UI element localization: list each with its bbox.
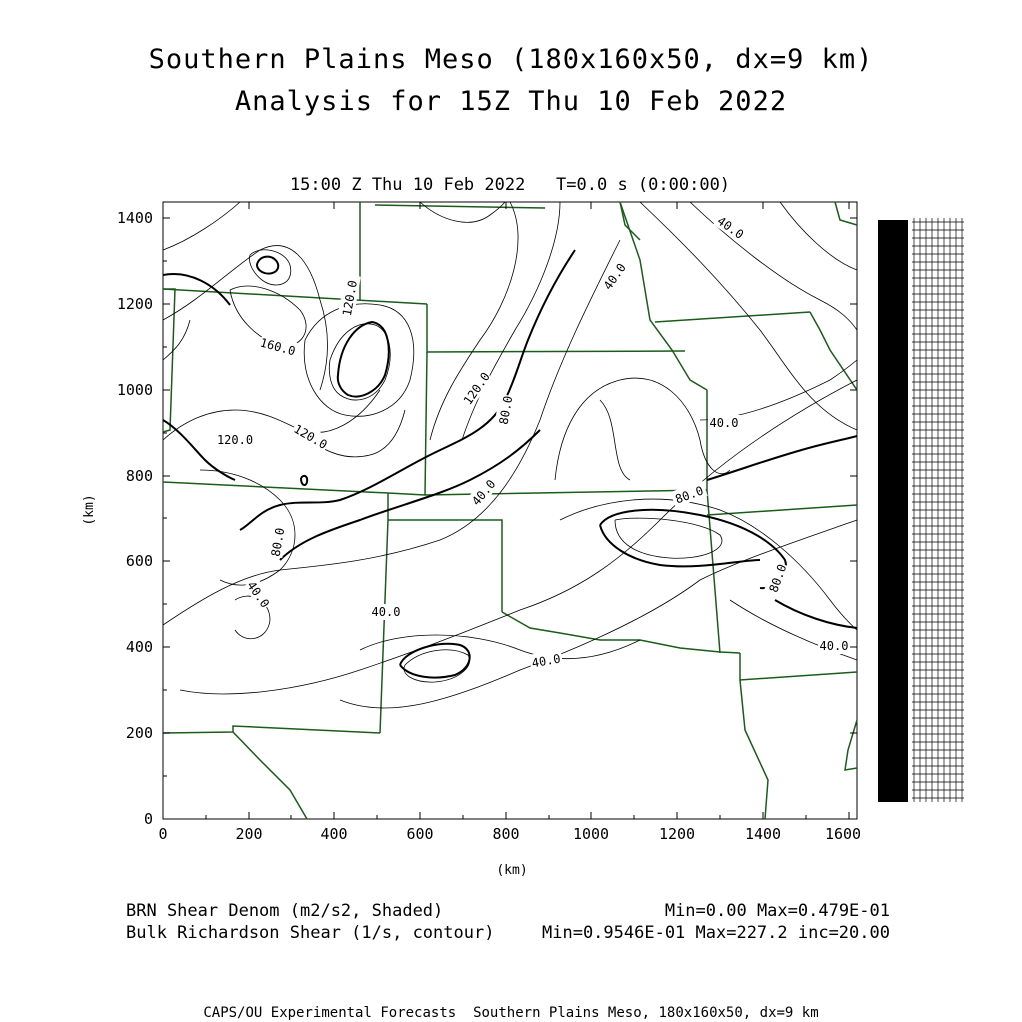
x-tick-label: 1000 (572, 825, 610, 843)
contour-line-thick (163, 420, 235, 480)
contour-line (163, 202, 240, 250)
contour-label: 80.0 (673, 483, 706, 507)
contour-label: 120.0 (339, 279, 361, 318)
valid-time-subtitle: 15:00 Z Thu 10 Feb 2022 T=0.0 s (0:00:00) (289, 175, 731, 195)
contour-line (340, 520, 857, 708)
contour-label: 80.0 (496, 394, 516, 426)
contour-label: 40.0 (530, 651, 562, 671)
boundary-mississippi (810, 312, 857, 390)
boundary-co-ut (163, 289, 175, 432)
contour-line (615, 518, 722, 558)
boundary-missouri-river (620, 202, 707, 390)
boundary-co-east (425, 352, 427, 495)
contour-line-thick (707, 436, 857, 480)
x-tick-labels (158, 825, 861, 843)
contour-line (250, 250, 291, 285)
x-tick-label: 800 (492, 825, 520, 843)
boundary-nm-south (163, 726, 380, 733)
contour-line (690, 202, 857, 330)
y-tick-label: 400 (125, 638, 153, 656)
boundary-co-south (163, 482, 707, 495)
legend-left (126, 900, 494, 944)
boundary-la-east (740, 680, 768, 819)
y-tick-label: 200 (125, 724, 153, 742)
contour-line-thick (600, 510, 786, 588)
x-axis-label: (km) (496, 863, 528, 878)
x-tick-label: 400 (320, 825, 348, 843)
contour-line (420, 202, 505, 222)
x-tick-label: 600 (406, 825, 434, 843)
contour-line (640, 202, 857, 430)
contour-line (700, 360, 857, 420)
y-axis-label: (km) (82, 494, 97, 526)
y-tick-label: 1400 (116, 209, 153, 227)
x-tick-label: 200 (235, 825, 263, 843)
y-tick-label: 600 (125, 552, 153, 570)
contour-label: 120.0 (216, 433, 254, 447)
y-tick-label: 1000 (116, 381, 153, 399)
contour-line (555, 378, 730, 480)
contour-line-thick (600, 525, 760, 566)
contour-label: 80.0 (766, 562, 790, 595)
contour-label: 40.0 (819, 639, 849, 653)
map-title-line2: Analysis for 15Z Thu 10 Feb 2022 (234, 86, 788, 117)
contour-label: 120.0 (460, 369, 493, 408)
contour-label: 40.0 (244, 578, 273, 611)
contour-label: 40.0 (709, 416, 739, 430)
contour-field-label: Bulk Richardson Shear (1/s, contour) (126, 923, 495, 943)
y-tick-labels (117, 209, 153, 828)
legend-right (530, 900, 890, 944)
boundary-ok-panhandle (388, 520, 502, 612)
boundary-red-river (502, 612, 740, 653)
y-tick-label: 800 (125, 467, 153, 485)
x-tick-label: 1400 (744, 825, 782, 843)
shaded-field-label: BRN Shear Denom (m2/s2, Shaded) (126, 901, 444, 921)
contour-label: 40.0 (371, 605, 401, 619)
contour-line (163, 390, 380, 440)
contour-line (329, 324, 390, 400)
contour-label: 40.0 (469, 477, 499, 509)
contour-field-stats: Min=0.9546E-01 Max=227.2 inc=20.00 (542, 923, 890, 943)
contour-line (304, 304, 414, 416)
contour-line (163, 320, 190, 360)
y-tick-label: 1200 (116, 295, 153, 313)
thick-contour-lines (163, 250, 857, 678)
contour-line (780, 202, 857, 270)
boundary-tx-la (740, 653, 857, 680)
contour-line-thick (775, 600, 857, 628)
footer-credit: CAPS/OU Experimental Forecasts Southern Plains Meso, 180x160x50, dx=9 km (203, 1005, 819, 1021)
boundary-ne-ia (620, 202, 640, 240)
contour-label: 40.0 (714, 213, 747, 242)
map-title-line1: Southern Plains Meso (180x160x50, dx=9 km) (148, 44, 874, 75)
contour-line-thick (257, 257, 278, 274)
contour-label: 40.0 (600, 260, 629, 293)
boundary-mn-wi (835, 202, 857, 225)
y-tick-label: 0 (143, 810, 153, 828)
boundary-ne-ks (427, 304, 685, 352)
boundary-ar-north (655, 312, 810, 322)
contour-line (163, 246, 328, 390)
colorbar-tick-labels (910, 212, 966, 806)
contour-line (600, 400, 630, 480)
contour-label: 120.0 (291, 421, 330, 452)
contour-label: 80.0 (268, 526, 288, 558)
boundary-nd-sd (375, 205, 545, 208)
boundary-rio-grande (233, 732, 307, 819)
x-tick-label: 0 (158, 825, 168, 843)
contour-label: 160.0 (258, 335, 297, 359)
boundary-ms-east (845, 720, 857, 770)
boundary-co-north (163, 289, 427, 304)
x-tick-label: 1200 (658, 825, 696, 843)
x-tick-label: 1600 (824, 825, 862, 843)
contour-line-thick (301, 476, 307, 485)
shaded-field-stats: Min=0.00 Max=0.479E-01 (664, 901, 890, 921)
colorbar (878, 220, 908, 802)
